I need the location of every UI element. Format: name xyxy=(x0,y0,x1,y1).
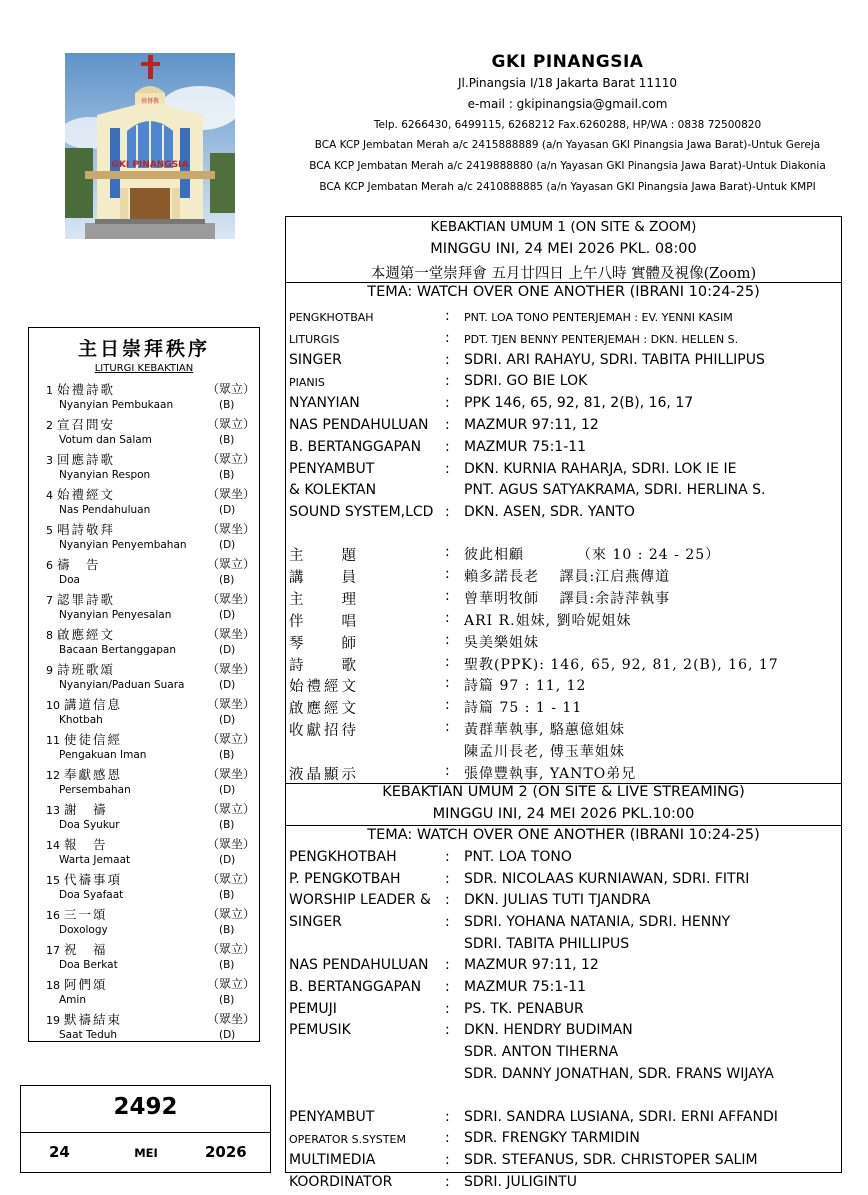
bulletin-day: 24 xyxy=(49,1143,70,1161)
liturgy-item-zh-label: 使徒信經 xyxy=(64,732,123,747)
liturgy-item-number: 13 xyxy=(46,804,60,817)
liturgy-item-label: Persembahan xyxy=(59,784,131,796)
role-row xyxy=(286,1174,841,1195)
role-colon: : xyxy=(445,395,450,412)
liturgy-item-number: 4 xyxy=(46,489,53,502)
role-row xyxy=(286,654,841,675)
liturgy-item-posture: （眾立） xyxy=(207,977,256,991)
liturgy-item-code: (D) xyxy=(219,854,236,866)
role-colon: : xyxy=(445,913,450,930)
role-row xyxy=(286,675,841,696)
role-label: PENYAMBUT xyxy=(289,1108,375,1125)
role-value: SDR. FRENGKY TARMIDIN xyxy=(464,1130,640,1147)
service2-title: KEBAKTIAN UMUM 2 (ON SITE & LIVE STREAMING) xyxy=(382,784,745,800)
role-value: 吳美樂姐妹 xyxy=(464,634,539,651)
liturgy-item-zh xyxy=(46,380,115,398)
role-value: SDRI. SANDRA LUSIANA, SDRI. ERNI AFFANDI xyxy=(464,1108,778,1125)
liturgy-item-code: (B) xyxy=(219,399,235,411)
role-label: 琴 師 xyxy=(289,635,359,652)
liturgy-item-number: 9 xyxy=(46,664,53,677)
liturgy-item-zh xyxy=(46,730,122,748)
liturgy-item-posture: （眾坐） xyxy=(207,487,256,501)
role-colon: : xyxy=(445,1130,450,1147)
divider xyxy=(21,1132,270,1133)
liturgy-item-label: Doa xyxy=(59,574,80,586)
bulletin-year: 2026 xyxy=(205,1143,247,1161)
liturgy-item-code: (D) xyxy=(219,504,236,516)
liturgy-item-zh xyxy=(46,450,115,468)
liturgy-item xyxy=(29,730,259,765)
liturgy-item-number: 15 xyxy=(46,874,60,887)
liturgy-item-zh-label: 講道信息 xyxy=(64,697,123,712)
role-label: NAS PENDAHULUAN xyxy=(289,957,429,974)
liturgy-item-posture: （眾坐） xyxy=(207,767,256,781)
role-row xyxy=(286,566,841,587)
role-colon: : xyxy=(445,351,450,368)
role-value: DKN. ASEN, SDR. YANTO xyxy=(464,504,635,521)
role-label: NYANYIAN xyxy=(289,395,360,412)
liturgy-item-code: (B) xyxy=(219,469,235,481)
role-value: SDR. NICOLAAS KURNIAWAN, SDRI. FITRI xyxy=(464,870,750,887)
bank-account-diakonia: BCA KCP Jembatan Merah a/c 2419888880 (a/n Yayasan GKI Pinangsia Jawa Barat)-Untuk Diakonia xyxy=(309,160,826,172)
role-colon: : xyxy=(445,1108,450,1125)
service2-theme: TEMA: WATCH OVER ONE ANOTHER (IBRANI 10:24-25) xyxy=(367,827,760,843)
role-value: 黃群華執事, 駱蕙億姐妹 xyxy=(464,722,625,739)
liturgy-item-zh xyxy=(46,695,122,713)
role-colon: : xyxy=(445,609,450,626)
role-label: B. BERTANGGAPAN xyxy=(289,978,422,995)
bulletin-month: MEI xyxy=(134,1146,158,1160)
liturgy-item-number: 7 xyxy=(46,594,53,607)
role-label: PEMUSIK xyxy=(289,1022,351,1039)
liturgy-item-label: Nas Pendahuluan xyxy=(59,504,151,516)
liturgy-item xyxy=(29,905,259,940)
liturgy-item-code: (B) xyxy=(219,819,235,831)
liturgy-item-code: (B) xyxy=(219,749,235,761)
liturgy-item-posture: （眾立） xyxy=(207,907,256,921)
role-label: PENGKHOTBAH xyxy=(289,849,397,865)
liturgy-item-zh-label: 始禮經文 xyxy=(57,487,116,502)
liturgy-item-number: 14 xyxy=(46,839,60,852)
role-row xyxy=(286,588,841,609)
role-row xyxy=(286,352,841,373)
role-row xyxy=(286,308,841,329)
role-row xyxy=(286,544,841,565)
role-value: 陳孟川長老, 傅玉華姐妹 xyxy=(464,744,625,761)
role-label: 收獻招待 xyxy=(289,723,359,740)
role-row xyxy=(286,610,841,631)
liturgy-item-zh xyxy=(46,975,108,993)
liturgy-item-number: 12 xyxy=(46,769,60,782)
liturgy-item-label: Nyanyian Respon xyxy=(59,469,151,481)
role-label: P. PENGKOTBAH xyxy=(289,870,401,887)
role-colon: : xyxy=(445,460,450,477)
role-colon: : xyxy=(445,373,450,390)
liturgy-item-zh-label: 謝 禱 xyxy=(64,802,108,817)
role-value: PPK 146, 65, 92, 81, 2(B), 16, 17 xyxy=(464,395,694,412)
liturgy-item-zh-label: 祝 福 xyxy=(64,942,108,957)
liturgy-item-posture: （眾坐） xyxy=(207,592,256,606)
liturgy-item-label: Warta Jemaat xyxy=(59,854,131,866)
liturgy-item-zh xyxy=(46,800,108,818)
role-colon: : xyxy=(445,308,450,324)
liturgy-item-label: Doa Syukur xyxy=(59,819,120,831)
role-label: PENYAMBUT xyxy=(289,460,375,477)
service-schedule xyxy=(285,216,842,1190)
divider xyxy=(286,825,841,826)
role-label: SINGER xyxy=(289,351,342,368)
liturgy-item-zh xyxy=(46,485,115,503)
liturgy-item xyxy=(29,1010,259,1045)
role-colon: : xyxy=(445,1152,450,1169)
role-row xyxy=(286,482,841,503)
role-value: PDT. TJEN BENNY PENTERJEMAH : DKN. HELLEN S. xyxy=(464,332,739,346)
liturgy-item-zh xyxy=(46,625,115,643)
role-value: 詩篇 75 : 1 - 11 xyxy=(464,700,583,717)
service1-title: KEBAKTIAN UMUM 1 (ON SITE & ZOOM) xyxy=(430,219,697,235)
church-sign-text: GKI PINANGSIA xyxy=(111,160,189,170)
liturgy-item-code: (B) xyxy=(219,924,235,936)
role-label: PIANIS xyxy=(289,376,325,390)
role-label: WORSHIP LEADER & xyxy=(289,892,431,909)
liturgy-item xyxy=(29,450,259,485)
role-colon: : xyxy=(445,763,450,779)
role-row xyxy=(286,1001,841,1022)
liturgy-item-code: (B) xyxy=(219,994,235,1006)
role-colon: : xyxy=(445,1173,450,1190)
role-value: SDRI. GO BIE LOK xyxy=(464,373,588,390)
role-value: MAZMUR 97:11, 12 xyxy=(464,957,599,974)
role-colon: : xyxy=(445,631,450,648)
liturgy-item-posture: （眾立） xyxy=(207,802,256,816)
role-value: ARI R.姐妹, 劉哈妮姐妹 xyxy=(464,612,632,629)
liturgy-item-label: Pengakuan Iman xyxy=(59,749,147,761)
liturgy-item-posture: （眾立） xyxy=(207,452,256,466)
role-value: PNT. AGUS SATYAKRAMA, SDRI. HERLINA S. xyxy=(464,482,766,499)
role-value: DKN. JULIAS TUTI TJANDRA xyxy=(464,892,651,909)
role-colon: : xyxy=(445,675,450,692)
role-label: 主 理 xyxy=(289,591,359,608)
church-email: e-mail : gkipinangsia@gmail.com xyxy=(467,97,668,111)
church-roof-text: 基督教 xyxy=(140,98,160,105)
liturgy-item-zh xyxy=(46,905,108,923)
role-row xyxy=(286,741,841,762)
church-address: Jl.Pinangsia I/18 Jakarta Barat 11110 xyxy=(458,76,677,90)
role-row xyxy=(286,979,841,1000)
role-row xyxy=(286,936,841,957)
role-value: SDRI. TABITA PHILLIPUS xyxy=(464,935,630,952)
role-colon: : xyxy=(445,1022,450,1039)
liturgy-item-zh-label: 回應詩歌 xyxy=(57,452,116,467)
liturgy-item-label: Doxology xyxy=(59,924,108,936)
role-colon: : xyxy=(445,544,450,560)
role-colon: : xyxy=(445,504,450,521)
liturgy-item-number: 10 xyxy=(46,699,60,712)
liturgy-item-zh-label: 宣召問安 xyxy=(57,417,116,432)
role-value: DKN. KURNIA RAHARJA, SDRI. LOK IE IE xyxy=(464,460,737,477)
role-value: SDRI. JULIGINTU xyxy=(464,1173,577,1190)
service2-time: MINGGU INI, 24 MEI 2026 PKL.10:00 xyxy=(432,806,695,822)
role-label: 始禮經文 xyxy=(289,679,359,696)
liturgy-item-posture: （眾立） xyxy=(207,382,256,396)
role-label: PEMUJI xyxy=(289,1000,337,1017)
liturgy-item-zh xyxy=(46,415,115,433)
liturgy-item-posture: （眾坐） xyxy=(207,837,256,851)
role-row xyxy=(286,957,841,978)
role-value: PS. TK. PENABUR xyxy=(464,1000,584,1017)
role-label: OPERATOR S.SYSTEM xyxy=(289,1133,406,1147)
role-colon: : xyxy=(445,417,450,433)
church-name: GKI PINANGSIA xyxy=(491,52,644,72)
liturgy-item-code: (B) xyxy=(219,574,235,586)
role-label: 主 題 xyxy=(289,548,359,564)
role-label: 講 員 xyxy=(289,569,359,586)
role-colon: : xyxy=(445,719,450,736)
liturgy-item-number: 5 xyxy=(46,524,53,537)
liturgy-item-label: Votum dan Salam xyxy=(59,434,152,446)
role-label: MULTIMEDIA xyxy=(289,1152,376,1169)
liturgy-item xyxy=(29,625,259,660)
liturgy-item-zh xyxy=(46,870,122,888)
liturgy-item xyxy=(29,835,259,870)
role-row xyxy=(286,1022,841,1043)
role-row xyxy=(286,763,841,784)
role-colon: : xyxy=(445,587,450,604)
liturgy-item-zh-label: 禱 告 xyxy=(57,557,101,572)
liturgy-item-zh-label: 詩班歌頌 xyxy=(57,662,116,677)
liturgy-item-zh xyxy=(46,1010,122,1028)
role-value: PNT. LOA TONO xyxy=(464,849,572,865)
liturgy-item-code: (D) xyxy=(219,714,236,726)
role-label: PENGKHOTBAH xyxy=(289,311,374,324)
role-label: 伴 唱 xyxy=(289,613,359,630)
liturgy-item-zh xyxy=(46,835,108,853)
liturgy-item-number: 16 xyxy=(46,909,60,922)
role-row xyxy=(286,1130,841,1151)
liturgy-item-zh-label: 報 告 xyxy=(64,837,108,852)
role-value: 曾華明牧師 譯員:余詩萍執事 xyxy=(464,590,671,607)
liturgy-item-code: (B) xyxy=(219,434,235,446)
liturgy-item-code: (D) xyxy=(219,1029,236,1041)
role-value: SDRI. YOHANA NATANIA, SDRI. HENNY xyxy=(464,913,731,930)
role-colon: : xyxy=(445,1000,450,1017)
divider xyxy=(286,282,841,283)
role-colon: : xyxy=(445,870,450,887)
role-label: SOUND SYSTEM,LCD xyxy=(289,504,434,521)
role-row xyxy=(286,849,841,870)
liturgy-item-code: (D) xyxy=(219,679,236,691)
liturgy-item-label: Amin xyxy=(59,994,86,1006)
liturgy-item-code: (B) xyxy=(219,889,235,901)
liturgy-item-zh-label: 阿們頌 xyxy=(64,977,108,992)
liturgy-item xyxy=(29,695,259,730)
liturgy-item xyxy=(29,485,259,520)
role-row xyxy=(286,914,841,935)
liturgy-item xyxy=(29,520,259,555)
liturgy-item-code: (D) xyxy=(219,644,236,656)
role-colon: : xyxy=(445,438,450,455)
liturgy-item xyxy=(29,870,259,905)
liturgy-item xyxy=(29,415,259,450)
liturgy-item-code: (D) xyxy=(219,539,236,551)
liturgy-item xyxy=(29,380,259,415)
service1-time-zh: 本週第一堂崇拜會 五月廿四日 上午八時 實體及視像(Zoom) xyxy=(370,266,757,282)
liturgy-item-label: Doa Berkat xyxy=(59,959,118,971)
liturgy-item-posture: （眾立） xyxy=(207,732,256,746)
liturgy-item-label: Nyanyian Penyembahan xyxy=(59,539,187,551)
role-row xyxy=(286,439,841,460)
liturgy-item-posture: （眾坐） xyxy=(207,627,256,641)
role-colon: : xyxy=(445,697,450,714)
role-label: NAS PENDAHULUAN xyxy=(289,417,429,433)
bank-account-kmpi: BCA KCP Jembatan Merah a/c 2410888885 (a/n Yayasan GKI Pinangsia Jawa Barat)-Untuk KMPI xyxy=(319,181,816,193)
bulletin-number-box xyxy=(20,1085,271,1173)
liturgy-item-label: Doa Syafaat xyxy=(59,889,124,901)
liturgy-item-code: (D) xyxy=(219,609,236,621)
liturgy-item-zh-label: 奉獻感恩 xyxy=(64,767,123,782)
liturgy-item-number: 17 xyxy=(46,944,60,957)
role-value: 張偉豐執事, YANTO弟兄 xyxy=(464,766,637,782)
role-row xyxy=(286,504,841,525)
liturgy-item-label: Nyanyian Pembukaan xyxy=(59,399,174,411)
role-label: B. BERTANGGAPAN xyxy=(289,438,422,455)
role-value: 彼此相顧 （來 10 : 24 - 25） xyxy=(464,547,721,563)
role-row xyxy=(286,395,841,416)
liturgy-title: 主日崇拜秩序 xyxy=(77,338,210,360)
role-colon: : xyxy=(445,653,450,670)
liturgy-item-label: Saat Teduh xyxy=(59,1029,118,1041)
liturgy-item-zh xyxy=(46,940,108,958)
liturgy-item-label: Bacaan Bertanggapan xyxy=(59,644,176,656)
liturgy-item-number: 1 xyxy=(46,384,53,397)
role-row xyxy=(286,1066,841,1087)
liturgy-item-number: 11 xyxy=(46,734,60,747)
liturgy-item-posture: （眾立） xyxy=(207,942,256,956)
role-label: SINGER xyxy=(289,913,342,930)
role-label: & KOLEKTAN xyxy=(289,482,377,499)
liturgy-item-posture: （眾立） xyxy=(207,557,256,571)
liturgy-item xyxy=(29,660,259,695)
role-row xyxy=(286,417,841,438)
role-row xyxy=(286,1087,841,1108)
liturgy-item xyxy=(29,765,259,800)
liturgy-item xyxy=(29,555,259,590)
liturgy-item xyxy=(29,800,259,835)
role-colon: : xyxy=(445,565,450,582)
role-value: MAZMUR 75:1-11 xyxy=(464,978,587,995)
liturgy-item-code: (D) xyxy=(219,784,236,796)
liturgy-item-posture: （眾坐） xyxy=(207,522,256,536)
role-label: 詩 歌 xyxy=(289,657,359,674)
liturgy-item-posture: （眾坐） xyxy=(207,662,256,676)
role-row xyxy=(286,871,841,892)
liturgy-item-code: (B) xyxy=(219,959,235,971)
liturgy-item xyxy=(29,940,259,975)
role-label: KOORDINATOR xyxy=(289,1173,393,1190)
church-photo xyxy=(65,53,235,239)
liturgy-item-number: 8 xyxy=(46,629,53,642)
bulletin-number: 2492 xyxy=(113,1094,178,1120)
liturgy-item-zh xyxy=(46,590,115,608)
liturgy-item-posture: （眾立） xyxy=(207,417,256,431)
role-row xyxy=(286,330,841,351)
liturgy-item-number: 18 xyxy=(46,979,60,992)
role-value: MAZMUR 75:1-11 xyxy=(464,438,587,455)
role-row xyxy=(286,892,841,913)
liturgy-item-number: 19 xyxy=(46,1014,60,1027)
role-value: DKN. HENDRY BUDIMAN xyxy=(464,1022,633,1039)
liturgy-item-posture: （眾坐） xyxy=(207,697,256,711)
liturgy-item-zh-label: 認罪詩歌 xyxy=(57,592,116,607)
role-row xyxy=(286,373,841,394)
role-colon: : xyxy=(445,957,450,974)
role-row xyxy=(286,1109,841,1130)
liturgy-item-zh xyxy=(46,555,101,573)
liturgy-item-label: Nyanyian Penyesalan xyxy=(59,609,172,621)
liturgy-item-zh-label: 代禱事項 xyxy=(64,872,123,887)
church-phone: Telp. 6266430, 6499115, 6268212 Fax.6260288, HP/WA : 0838 72500820 xyxy=(373,119,762,131)
liturgy-item-zh-label: 啟應經文 xyxy=(57,627,116,642)
role-value: 詩篇 97 : 11, 12 xyxy=(464,678,587,695)
liturgy-item-posture: （眾坐） xyxy=(207,1012,256,1026)
liturgy-item-zh-label: 三一頌 xyxy=(64,907,108,922)
role-colon: : xyxy=(445,892,450,909)
liturgy-panel xyxy=(28,327,260,1042)
liturgy-item-zh-label: 默禱結束 xyxy=(64,1012,123,1027)
liturgy-item-number: 3 xyxy=(46,454,53,467)
liturgy-item-posture: （眾立） xyxy=(207,872,256,886)
role-colon: : xyxy=(445,978,450,995)
liturgy-item-label: Khotbah xyxy=(59,714,103,726)
liturgy-subtitle: LITURGI KEBAKTIAN xyxy=(94,363,194,374)
liturgy-item-label: Nyanyian/Paduan Suara xyxy=(59,679,185,691)
liturgy-item xyxy=(29,590,259,625)
liturgy-item-number: 6 xyxy=(46,559,53,572)
role-value: MAZMUR 97:11, 12 xyxy=(464,417,599,433)
liturgy-item-number: 2 xyxy=(46,419,53,432)
role-value: 賴多諾長老 譯員:江启燕傳道 xyxy=(464,568,671,585)
role-label: LITURGIS xyxy=(289,332,340,346)
bank-account-church: BCA KCP Jembatan Merah a/c 2415888889 (a/n Yayasan GKI Pinangsia Jawa Barat)-Untuk Gereja xyxy=(314,139,821,151)
role-row xyxy=(286,632,841,653)
liturgy-item-zh xyxy=(46,765,122,783)
role-colon: : xyxy=(445,329,450,346)
role-value: PNT. LOA TONO PENTERJEMAH : EV. YENNI KASIM xyxy=(464,311,733,324)
service1-time: MINGGU INI, 24 MEI 2026 PKL. 08:00 xyxy=(430,241,697,257)
liturgy-item-zh xyxy=(46,520,115,538)
liturgy-item-zh-label: 始禮詩歌 xyxy=(57,382,116,397)
role-row xyxy=(286,719,841,740)
role-value: SDRI. ARI RAHAYU, SDRI. TABITA PHILLIPUS xyxy=(464,351,765,368)
role-value: SDR. STEFANUS, SDR. CHRISTOPER SALIM xyxy=(464,1152,758,1169)
liturgy-item-zh-label: 唱詩敬拜 xyxy=(57,522,116,537)
role-row xyxy=(286,461,841,482)
role-row xyxy=(286,1044,841,1065)
liturgy-item-zh xyxy=(46,660,115,678)
role-value: 聖教(PPK): 146, 65, 92, 81, 2(B), 16, 17 xyxy=(464,656,779,673)
role-label: 液晶顯示 xyxy=(289,767,359,783)
role-value: SDR. DANNY JONATHAN, SDR. FRANS WIJAYA xyxy=(464,1065,774,1082)
liturgy-item xyxy=(29,975,259,1010)
role-row xyxy=(286,1152,841,1173)
role-label: 啟應經文 xyxy=(289,701,359,718)
role-value: SDR. ANTON TIHERNA xyxy=(464,1043,619,1060)
role-row xyxy=(286,697,841,718)
role-colon: : xyxy=(445,849,450,865)
service1-theme: TEMA: WATCH OVER ONE ANOTHER (IBRANI 10:24-25) xyxy=(367,284,760,300)
